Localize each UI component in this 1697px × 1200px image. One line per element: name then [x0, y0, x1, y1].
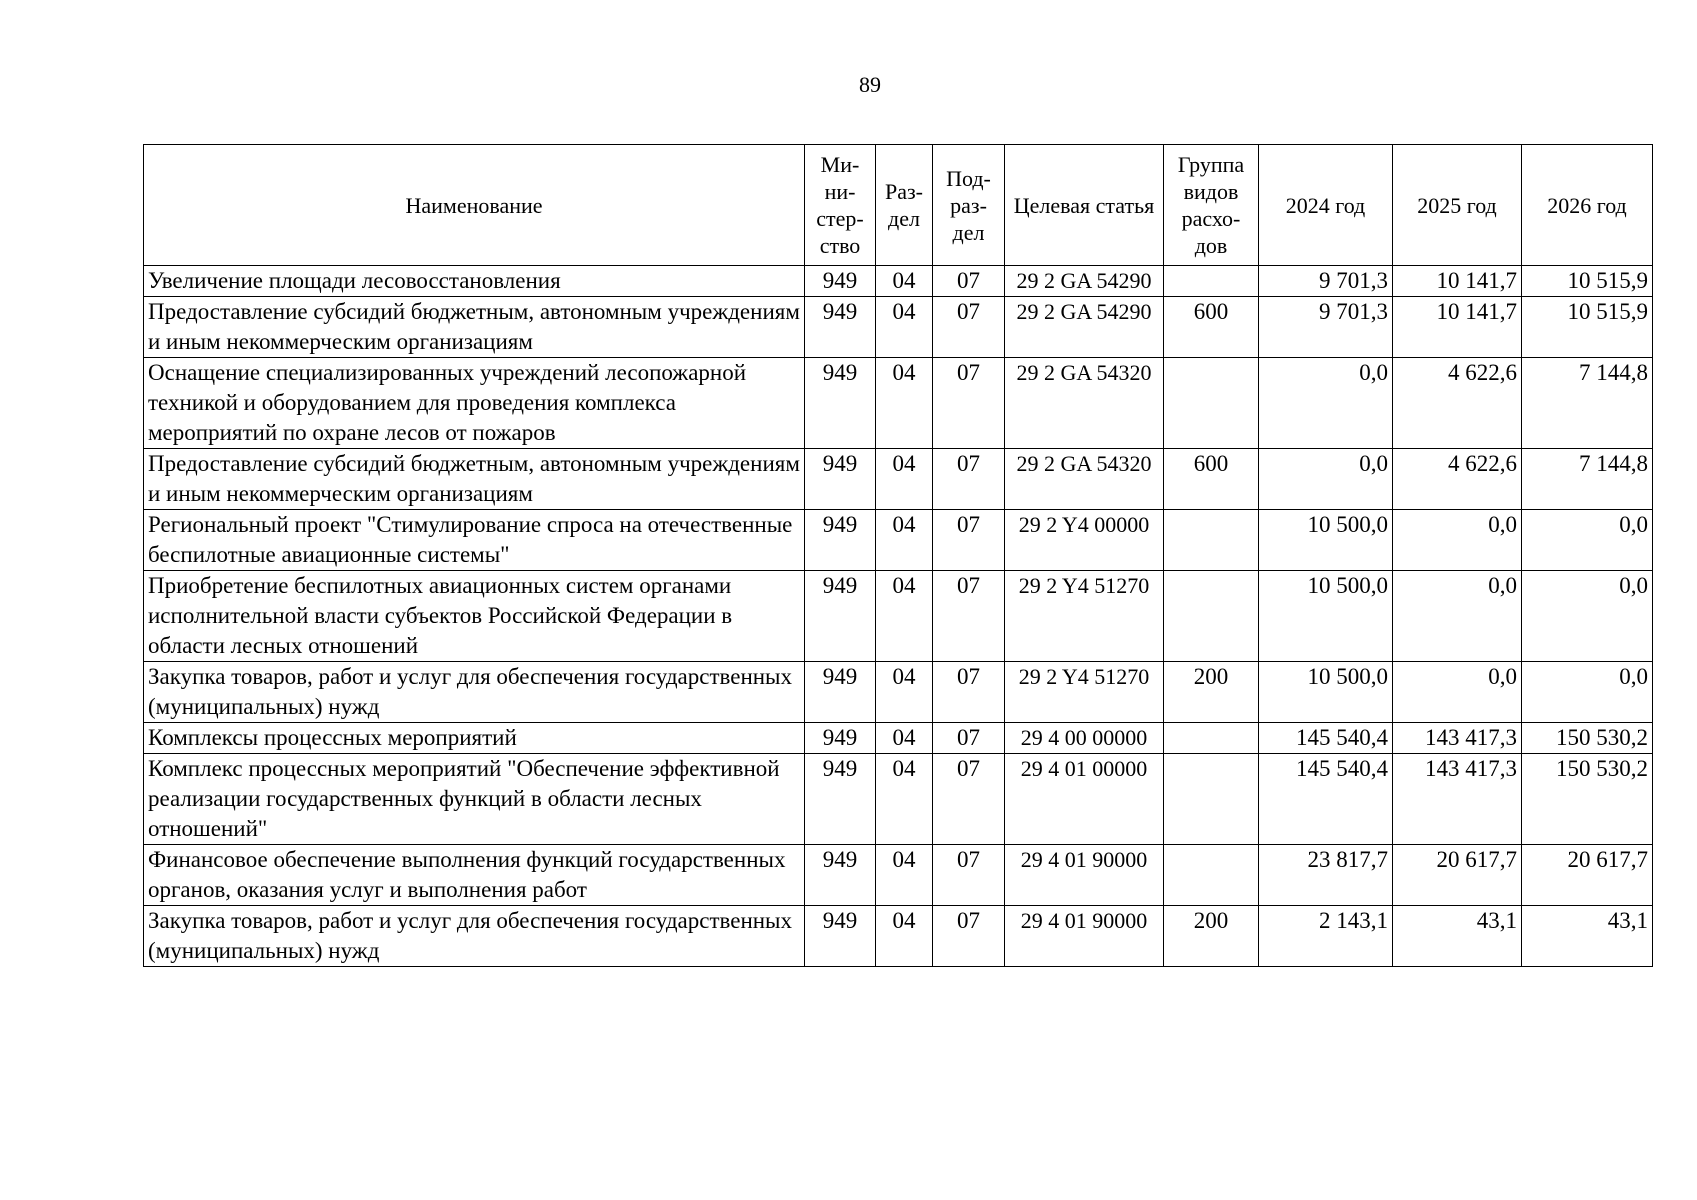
header-2026: 2026 год: [1522, 145, 1653, 266]
row-group: 600: [1164, 297, 1259, 358]
table-row: [144, 358, 1653, 449]
row-target: 29 2 Y4 51270: [1005, 662, 1164, 723]
row-subsection: 07: [933, 662, 1005, 723]
row-ministry: 949: [805, 662, 876, 723]
row-target: 29 4 01 90000: [1005, 845, 1164, 906]
row-subsection: 07: [933, 754, 1005, 845]
row-2026: 7 144,8: [1522, 449, 1653, 510]
row-section: 04: [876, 297, 933, 358]
row-2024: 0,0: [1259, 358, 1393, 449]
row-subsection: 07: [933, 266, 1005, 297]
row-group: [1164, 754, 1259, 845]
row-section: 04: [876, 845, 933, 906]
row-2025: 10 141,7: [1393, 297, 1522, 358]
table-row: [144, 754, 1653, 845]
row-2025: 4 622,6: [1393, 358, 1522, 449]
row-group: 200: [1164, 662, 1259, 723]
row-2026: 10 515,9: [1522, 297, 1653, 358]
budget-table: [143, 144, 1653, 967]
header-group: Группа видов расхо- дов: [1164, 145, 1259, 266]
row-name: Комплекс процессных мероприятий "Обеспечение эффективной реализации государственных функций в области лесных отношений": [144, 754, 805, 845]
row-2025: 143 417,3: [1393, 723, 1522, 754]
row-2026: 0,0: [1522, 571, 1653, 662]
row-section: 04: [876, 662, 933, 723]
row-2024: 9 701,3: [1259, 297, 1393, 358]
row-target: 29 2 Y4 00000: [1005, 510, 1164, 571]
row-2024: 145 540,4: [1259, 754, 1393, 845]
row-2026: 7 144,8: [1522, 358, 1653, 449]
row-2025: 0,0: [1393, 662, 1522, 723]
table-row: [144, 662, 1653, 723]
row-ministry: 949: [805, 723, 876, 754]
row-2024: 23 817,7: [1259, 845, 1393, 906]
row-ministry: 949: [805, 906, 876, 967]
row-subsection: 07: [933, 510, 1005, 571]
header-target: Целевая статья: [1005, 145, 1164, 266]
row-name: Закупка товаров, работ и услуг для обеспечения государственных (муниципальных) нужд: [144, 906, 805, 967]
header-2024: 2024 год: [1259, 145, 1393, 266]
row-target: 29 4 00 00000: [1005, 723, 1164, 754]
header-name: Наименование: [144, 145, 805, 266]
row-2025: 4 622,6: [1393, 449, 1522, 510]
row-subsection: 07: [933, 845, 1005, 906]
row-2024: 9 701,3: [1259, 266, 1393, 297]
row-section: 04: [876, 754, 933, 845]
row-section: 04: [876, 266, 933, 297]
row-target: 29 2 GA 54320: [1005, 449, 1164, 510]
row-2024: 10 500,0: [1259, 510, 1393, 571]
row-2025: 43,1: [1393, 906, 1522, 967]
row-name: Оснащение специализированных учреждений лесопожарной техникой и оборудованием для проведения комплекса мероприятий по охране лесов от пожаров: [144, 358, 805, 449]
header-2025: 2025 год: [1393, 145, 1522, 266]
row-name: Предоставление субсидий бюджетным, автономным учреждениям и иным некоммерческим организациям: [144, 449, 805, 510]
table-row: [144, 906, 1653, 967]
row-2026: 20 617,7: [1522, 845, 1653, 906]
header-subsection: Под- раз- дел: [933, 145, 1005, 266]
table-row: [144, 449, 1653, 510]
row-group: [1164, 845, 1259, 906]
row-ministry: 949: [805, 510, 876, 571]
row-2026: 10 515,9: [1522, 266, 1653, 297]
row-section: 04: [876, 510, 933, 571]
row-2024: 10 500,0: [1259, 571, 1393, 662]
row-ministry: 949: [805, 449, 876, 510]
row-ministry: 949: [805, 845, 876, 906]
row-ministry: 949: [805, 266, 876, 297]
row-ministry: 949: [805, 754, 876, 845]
row-subsection: 07: [933, 723, 1005, 754]
table-row: [144, 510, 1653, 571]
row-section: 04: [876, 358, 933, 449]
table-row: [144, 266, 1653, 297]
row-group: [1164, 723, 1259, 754]
row-2026: 0,0: [1522, 510, 1653, 571]
header-section: Раз- дел: [876, 145, 933, 266]
row-ministry: 949: [805, 358, 876, 449]
row-subsection: 07: [933, 571, 1005, 662]
page-number: 89: [859, 72, 881, 97]
row-2026: 150 530,2: [1522, 754, 1653, 845]
row-name: Комплексы процессных мероприятий: [144, 723, 805, 754]
row-2025: 0,0: [1393, 571, 1522, 662]
row-target: 29 2 Y4 51270: [1005, 571, 1164, 662]
table-row: [144, 571, 1653, 662]
row-name: Предоставление субсидий бюджетным, автономным учреждениям и иным некоммерческим организациям: [144, 297, 805, 358]
row-ministry: 949: [805, 571, 876, 662]
row-section: 04: [876, 906, 933, 967]
row-2024: 10 500,0: [1259, 662, 1393, 723]
row-subsection: 07: [933, 358, 1005, 449]
row-2025: 0,0: [1393, 510, 1522, 571]
row-name: Закупка товаров, работ и услуг для обеспечения государственных (муниципальных) нужд: [144, 662, 805, 723]
row-section: 04: [876, 571, 933, 662]
row-name: Региональный проект "Стимулирование спроса на отечественные беспилотные авиационные системы": [144, 510, 805, 571]
row-group: [1164, 510, 1259, 571]
row-target: 29 2 GA 54290: [1005, 266, 1164, 297]
header-ministry: Ми- ни- стер- ство: [805, 145, 876, 266]
row-group: 200: [1164, 906, 1259, 967]
row-target: 29 4 01 00000: [1005, 754, 1164, 845]
row-2024: 0,0: [1259, 449, 1393, 510]
row-2025: 143 417,3: [1393, 754, 1522, 845]
row-subsection: 07: [933, 297, 1005, 358]
table-header-row: [144, 145, 1653, 266]
row-2026: 0,0: [1522, 662, 1653, 723]
row-2025: 10 141,7: [1393, 266, 1522, 297]
row-name: Приобретение беспилотных авиационных систем органами исполнительной власти субъектов Российской Федерации в области лесных отношений: [144, 571, 805, 662]
table-row: [144, 845, 1653, 906]
row-2024: 2 143,1: [1259, 906, 1393, 967]
row-group: 600: [1164, 449, 1259, 510]
row-target: 29 2 GA 54320: [1005, 358, 1164, 449]
row-2026: 150 530,2: [1522, 723, 1653, 754]
row-group: [1164, 358, 1259, 449]
row-2026: 43,1: [1522, 906, 1653, 967]
table-row: [144, 297, 1653, 358]
row-subsection: 07: [933, 449, 1005, 510]
row-section: 04: [876, 723, 933, 754]
row-section: 04: [876, 449, 933, 510]
row-ministry: 949: [805, 297, 876, 358]
row-group: [1164, 571, 1259, 662]
row-target: 29 2 GA 54290: [1005, 297, 1164, 358]
table-row: [144, 723, 1653, 754]
row-name: Увеличение площади лесовосстановления: [144, 266, 805, 297]
row-target: 29 4 01 90000: [1005, 906, 1164, 967]
row-subsection: 07: [933, 906, 1005, 967]
row-name: Финансовое обеспечение выполнения функций государственных органов, оказания услуг и выполнения работ: [144, 845, 805, 906]
row-group: [1164, 266, 1259, 297]
row-2024: 145 540,4: [1259, 723, 1393, 754]
row-2025: 20 617,7: [1393, 845, 1522, 906]
